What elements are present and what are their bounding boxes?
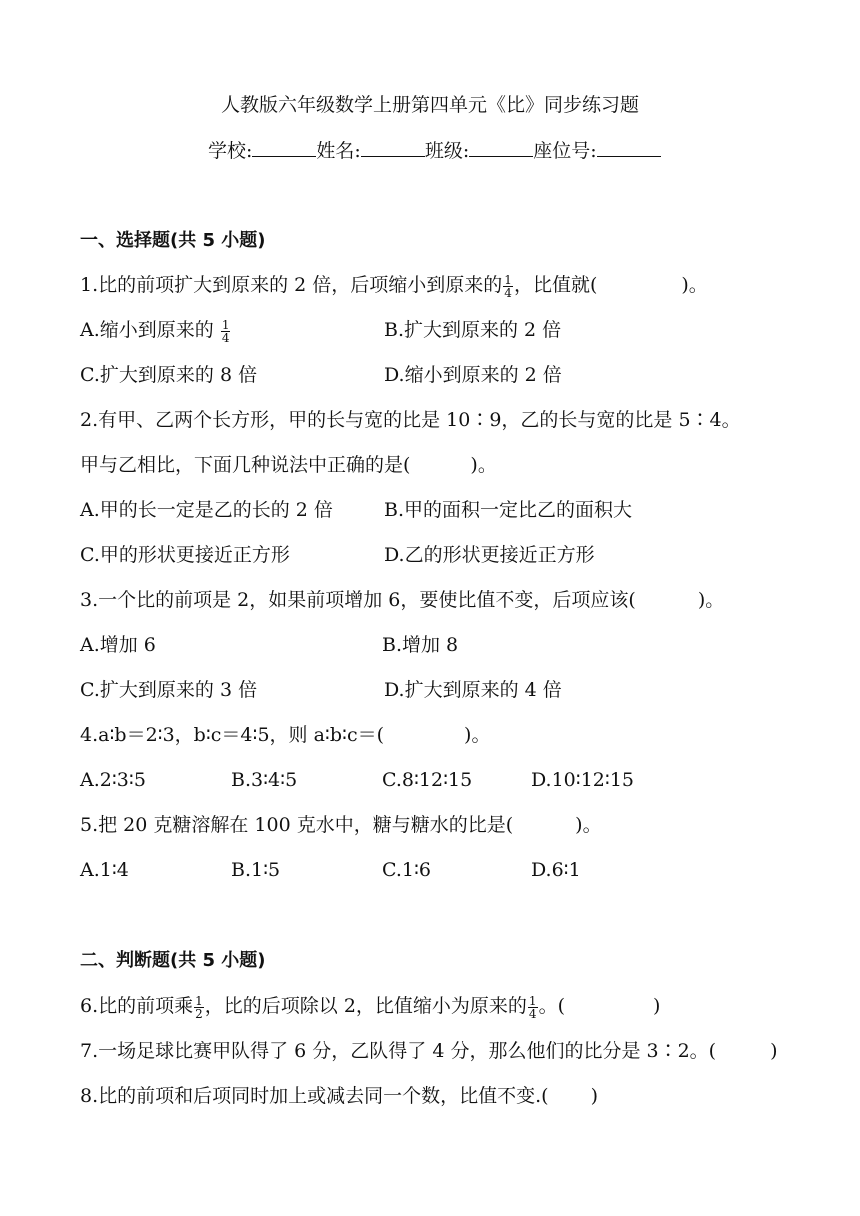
page-title: 人教版六年级数学上册第四单元《比》同步练习题 bbox=[220, 94, 639, 116]
q3-option-a[interactable]: A.增加 6 bbox=[80, 634, 156, 656]
q6-text-c: 。( bbox=[538, 995, 565, 1017]
q5-option-a[interactable]: A.1∶4 bbox=[80, 859, 129, 881]
q6-frac2-num: 1 bbox=[528, 993, 537, 1008]
q3-text-b: )。 bbox=[697, 589, 725, 611]
q3-option-b[interactable]: B.增加 8 bbox=[382, 634, 459, 656]
q1-option-b[interactable]: B.扩大到原来的 2 倍 bbox=[384, 319, 562, 341]
q5-option-b[interactable]: B.1∶5 bbox=[231, 859, 281, 881]
q3-text-a: 3.一个比的前项是 2，如果前项增加 6，要使比值不变，后项应该( bbox=[80, 589, 636, 611]
question-2-stem-line2 bbox=[80, 452, 497, 478]
q6-text-a: 6.比的前项乘 bbox=[80, 995, 194, 1017]
name-label: 姓名: bbox=[316, 140, 361, 162]
q7-text-a: 7.一场足球比赛甲队得了 6 分，乙队得了 4 分，那么他们的比分是 3∶2。( bbox=[80, 1040, 717, 1062]
q5-option-c[interactable]: C.1∶6 bbox=[382, 859, 432, 881]
q6-frac1-den: 2 bbox=[195, 1006, 203, 1021]
q1-text-c: )。 bbox=[681, 274, 708, 296]
q1-opt-a-text: A.缩小到原来的 bbox=[80, 319, 220, 341]
q1-option-d[interactable]: D.缩小到原来的 2 倍 bbox=[384, 364, 562, 386]
q2-text-a: 甲与乙相比，下面几种说法中正确的是( bbox=[80, 454, 411, 476]
section-heading-judgment: 二、判断题(共 5 小题) bbox=[80, 950, 266, 971]
student-info-line bbox=[208, 138, 661, 164]
seat-label: 座位号: bbox=[533, 140, 597, 162]
q1-option-c[interactable]: C.扩大到原来的 8 倍 bbox=[80, 364, 258, 386]
q1-option-a[interactable] bbox=[80, 317, 231, 344]
question-8-stem bbox=[80, 1083, 598, 1109]
q2-option-a[interactable]: A.甲的长一定是乙的长的 2 倍 bbox=[80, 499, 333, 521]
school-label: 学校: bbox=[208, 140, 253, 162]
q5-text-b: )。 bbox=[575, 814, 602, 836]
q4-option-d[interactable]: D.10∶12∶15 bbox=[531, 769, 635, 791]
q3-option-d[interactable]: D.扩大到原来的 4 倍 bbox=[384, 679, 562, 701]
name-blank[interactable] bbox=[361, 138, 425, 157]
q4-text-a: 4.a∶b＝2∶3，b∶c＝4∶5，则 a∶b∶c＝( bbox=[80, 724, 385, 746]
q1-opt-a-den: 4 bbox=[221, 330, 230, 345]
q5-text-a: 5.把 20 克糖溶解在 100 克水中，糖与糖水的比是( bbox=[80, 814, 514, 836]
q1-frac-den: 4 bbox=[504, 285, 512, 300]
q6-text-b: ，比的后项除以 2，比值缩小为原来的 bbox=[204, 995, 527, 1017]
class-blank[interactable] bbox=[469, 138, 533, 157]
q4-option-a[interactable]: A.2∶3∶5 bbox=[80, 769, 146, 791]
q2-option-d[interactable]: D.乙的形状更接近正方形 bbox=[384, 544, 595, 566]
q1-fraction bbox=[503, 274, 513, 299]
section-heading-choice: 一、选择题(共 5 小题) bbox=[80, 230, 266, 251]
q3-option-c[interactable]: C.扩大到原来的 3 倍 bbox=[80, 679, 258, 701]
question-7-stem bbox=[80, 1038, 778, 1064]
question-5-stem bbox=[80, 812, 602, 838]
q6-fraction-2 bbox=[528, 995, 538, 1020]
question-2-stem-line1: 2.有甲、乙两个长方形，甲的长与宽的比是 10∶9，乙的长与宽的比是 5∶4。 bbox=[80, 409, 741, 431]
q6-frac1-num: 1 bbox=[195, 993, 203, 1008]
q1-frac-num: 1 bbox=[504, 272, 512, 287]
q1-opt-a-fraction bbox=[221, 319, 231, 344]
question-3-stem bbox=[80, 587, 724, 613]
q2-text-b: )。 bbox=[470, 454, 497, 476]
question-6-stem bbox=[80, 993, 660, 1020]
question-4-stem bbox=[80, 722, 490, 748]
seat-blank[interactable] bbox=[597, 138, 661, 157]
q1-text-a: 1.比的前项扩大到原来的 2 倍，后项缩小到原来的 bbox=[80, 274, 503, 296]
q6-fraction-1 bbox=[194, 995, 204, 1020]
q5-option-d[interactable]: D.6∶1 bbox=[531, 859, 581, 881]
q1-opt-a-num: 1 bbox=[221, 317, 230, 332]
q4-text-b: )。 bbox=[464, 724, 491, 746]
class-label: 班级: bbox=[424, 140, 470, 162]
q4-option-c[interactable]: C.8∶12∶15 bbox=[382, 769, 473, 791]
q6-text-d: ) bbox=[652, 995, 661, 1017]
q6-frac2-den: 4 bbox=[528, 1006, 537, 1021]
q1-text-b: ，比值就( bbox=[513, 274, 598, 296]
q8-text-b: ) bbox=[590, 1085, 599, 1107]
q2-option-b[interactable]: B.甲的面积一定比乙的面积大 bbox=[384, 499, 633, 521]
school-blank[interactable] bbox=[252, 138, 316, 157]
q8-text-a: 8.比的前项和后项同时加上或减去同一个数，比值不变.( bbox=[80, 1085, 549, 1107]
q4-option-b[interactable]: B.3∶4∶5 bbox=[231, 769, 298, 791]
question-1-stem bbox=[80, 272, 708, 299]
q2-option-c[interactable]: C.甲的形状更接近正方形 bbox=[80, 544, 290, 566]
q7-text-b: ) bbox=[770, 1040, 778, 1062]
